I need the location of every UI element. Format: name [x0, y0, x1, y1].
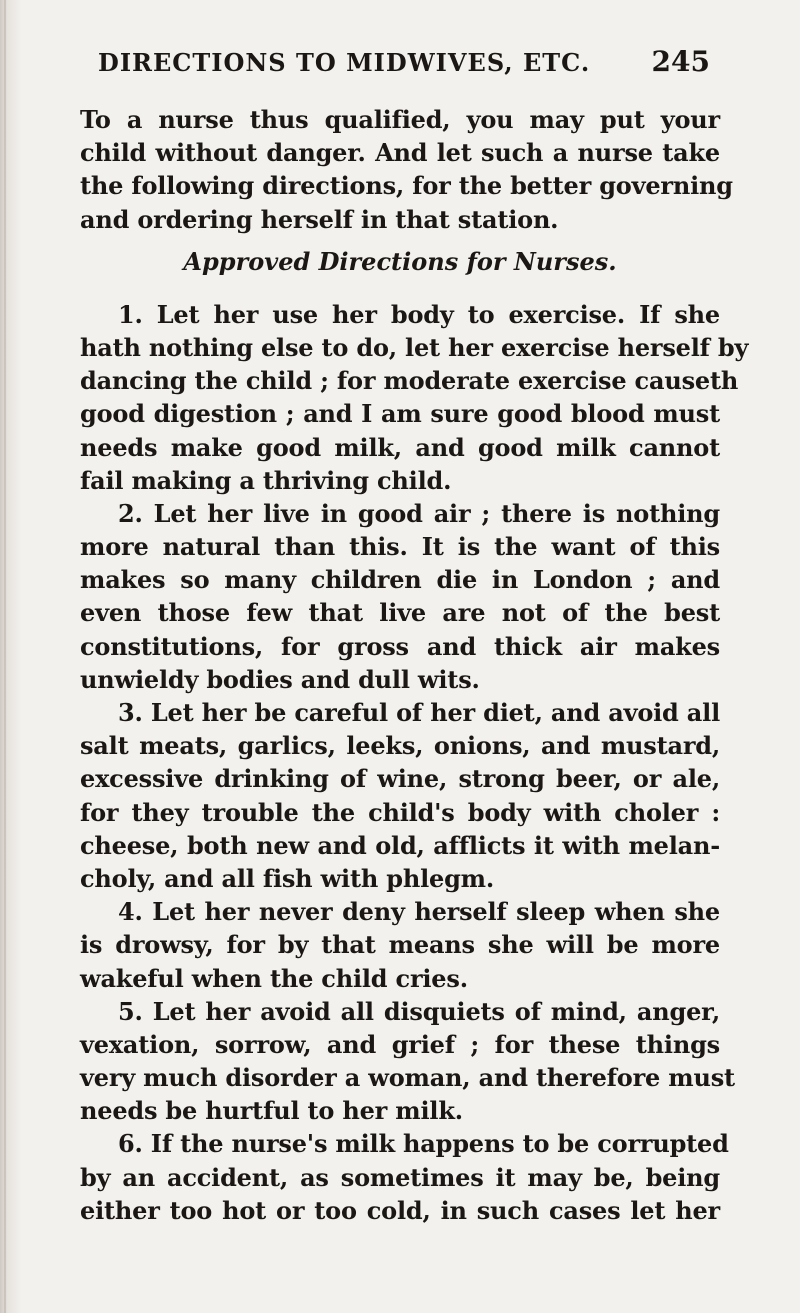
- text-line: salt meats, garlics, leeks, onions, and mustard,: [80, 731, 720, 761]
- text-line: 4. Let her never deny herself sleep when she: [118, 897, 720, 927]
- text-line: makes so many children die in London ; and: [80, 565, 720, 595]
- text-line: needs make good milk, and good milk cannot: [80, 432, 720, 462]
- page-number: 245: [651, 45, 710, 78]
- text-line: vexation, sorrow, and grief ; for these things: [80, 1029, 720, 1059]
- page-gutter-line: [4, 0, 6, 1313]
- text-line: child without danger. And let such a nurse take: [80, 138, 720, 168]
- text-line: choly, and all fish with phlegm.: [80, 863, 494, 893]
- text-line: 5. Let her avoid all disquiets of mind, anger,: [118, 996, 720, 1026]
- text-line: is drowsy, for by that means she will be more: [80, 930, 720, 960]
- text-line: either too hot or too cold, in such cases let her: [80, 1195, 720, 1225]
- text-line: constitutions, for gross and thick air makes: [80, 631, 720, 661]
- text-line: 1. Let her use her body to exercise. If she: [118, 299, 720, 329]
- page-header: [98, 42, 710, 82]
- text-line: fail making a thriving child.: [80, 465, 452, 495]
- text-line: the following directions, for the better governing: [80, 171, 733, 201]
- text-line: needs be hurtful to her milk.: [80, 1096, 463, 1126]
- text-line: 6. If the nurse's milk happens to be corrupted: [118, 1129, 729, 1159]
- text-line: good digestion ; and I am sure good blood must: [80, 399, 720, 429]
- text-line: very much disorder a woman, and therefore must: [80, 1063, 735, 1093]
- text-line: 3. Let her be careful of her diet, and avoid all: [118, 698, 720, 727]
- text-line: wakeful when the child cries.: [80, 963, 468, 993]
- text-line: cheese, both new and old, afflicts it with melan-: [80, 830, 720, 860]
- section-heading: Approved Directions for Nurses.: [183, 246, 617, 276]
- running-title: DIRECTIONS TO MIDWIVES, ETC.: [98, 48, 591, 77]
- page-body: [80, 103, 749, 1227]
- text-line: 2. Let her live in good air ; there is nothing: [118, 498, 720, 528]
- text-line: unwieldy bodies and dull wits.: [80, 664, 480, 694]
- text-line: for they trouble the child's body with choler :: [80, 797, 720, 827]
- text-line: excessive drinking of wine, strong beer, or ale,: [80, 764, 720, 794]
- text-line: more natural than this. It is the want of this: [80, 532, 720, 562]
- text-line: dancing the child ; for moderate exercise causeth: [80, 366, 739, 396]
- text-line: even those few that live are not of the best: [80, 598, 720, 628]
- text-line: by an accident, as sometimes it may be, being: [80, 1162, 720, 1192]
- text-line: To a nurse thus qualified, you may put your: [80, 105, 720, 134]
- text-line: hath nothing else to do, let her exercise herself by: [80, 332, 749, 362]
- text-line: and ordering herself in that station.: [80, 204, 559, 234]
